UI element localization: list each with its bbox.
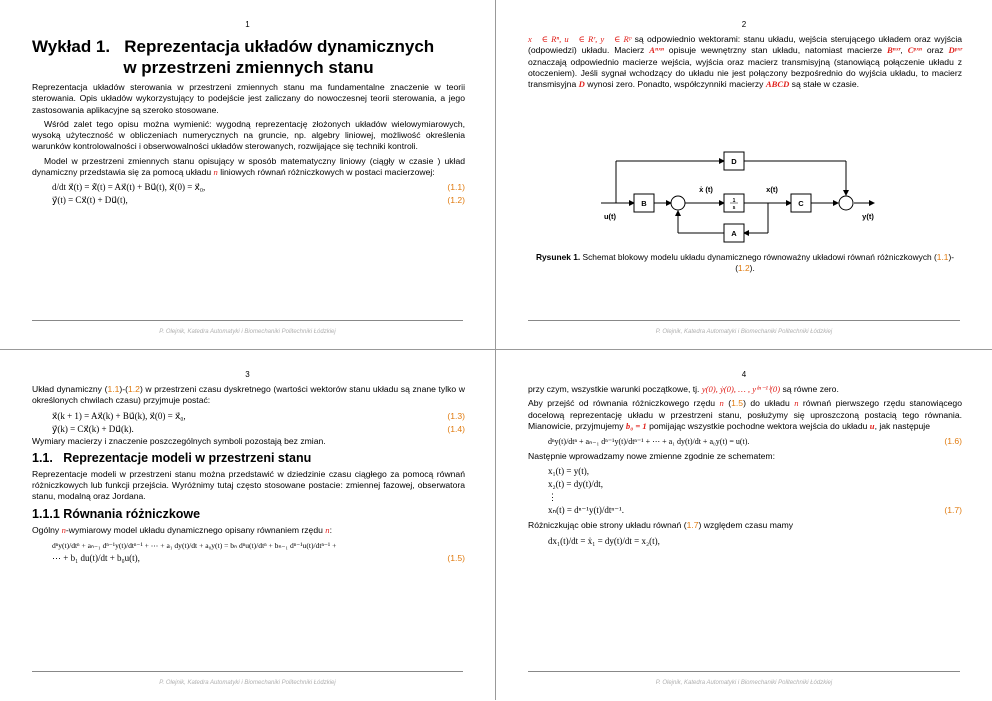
signal-x-label: x(t) — [766, 185, 778, 194]
block-c-label: C — [798, 199, 804, 208]
page-3 — [0, 350, 496, 700]
equation-1-6: dⁿy(t)/dtⁿ + aₙ₋₁ dⁿ⁻¹y(t)/dtⁿ⁻¹ + ⋯ + a₁ dy(t)/dt + a₀y(t) = u(t). (1.6) — [548, 436, 962, 447]
page-4-body — [528, 384, 962, 548]
equation-1-4: y⃗(k) = Cx⃗(k) + Du⃗(k). (1.4) — [52, 423, 465, 434]
page-number: 3 — [245, 370, 250, 379]
discrete-intro: Układ dynamiczny (1.1)-(1.2) w przestrzeni czasu dyskretnego (wartości wektorów stanu układu są znane tylko w określonych chwilach czasu) przyjmuje postać: — [32, 384, 466, 406]
general-model-paragraph: Ogólny n-wymiarowy model układu dynamicznego opisany równaniem rzędu n: — [32, 524, 332, 535]
advantages-paragraph: Wśród zalet tego opisu można wymienić: wygodną reprezentację złożonych układów wielowymiarowych, wysoką użyteczność w obliczeniach numerycznych na gruncie, np. algebry liniowej, możliwość określenia warunków kontrolowalności i obserwowalności układów sterowanych, rozwijające się techniki kontroli. — [32, 118, 465, 152]
equation-1-3: x⃗(k + 1) = Ax⃗(k) + Bu⃗(k), x⃗(0) = x⃗₀, (1.3) — [52, 410, 465, 421]
page-3-body — [32, 384, 465, 565]
variable-x1: x₁(t) = y(t), — [548, 466, 589, 477]
section-1-1-heading: 1.1. Reprezentacje modeli w przestrzeni stanu — [32, 450, 312, 465]
initial-conditions: przy czym, wszystkie warunki początkowe, tj. y(0), ẏ(0), … , y⁽ⁿ⁻¹⁾(0) są równe zero. — [528, 384, 839, 394]
section-1-1-paragraph: Reprezentacje modeli w przestrzeni stanu można przedstawić w dziedzinie czasu ciągłego za pomocą równań różniczkowych lub funkcji przejścia. Wyróżnimy tutaj często stosowane postacie: zmiennej fazowej, obserwatora stanu, modalną oraz Jordana. — [32, 468, 465, 502]
summing-junction-2 — [839, 196, 853, 210]
page-2 — [496, 0, 992, 350]
signal-xdot-label: ẋ (t) — [699, 185, 713, 194]
new-variables-intro: Następnie wprowadzamy nowe zmienne zgodnie ze schematem: — [528, 451, 775, 462]
footer-line — [32, 671, 463, 672]
differentiation-paragraph: Różniczkując obie strony układu równań (1.7) względem czasu mamy — [528, 520, 794, 531]
signal-u-label: u(t) — [603, 212, 617, 221]
summing-junction-1 — [671, 196, 685, 210]
footer: P. Olejnik, Katedra Automatyki i Biomechaniki Politechniki Łódzkiej — [159, 680, 336, 686]
equation-1-1: d/dt x⃗(t) = ẋ⃗(t) = Ax⃗(t) + Bu⃗(t), x⃗(0) = x⃗₀, (1.1) — [52, 182, 465, 193]
footer: P. Olejnik, Katedra Automatyki i Biomechaniki Politechniki Łódzkiej — [655, 329, 833, 335]
page-1-body — [32, 36, 465, 207]
footer-line — [528, 320, 960, 321]
block-integrator-den: s — [732, 205, 736, 211]
equation-1-5-line1: dⁿy(t)/dtⁿ + aₙ₋₁ dⁿ⁻¹y(t)/dtⁿ⁻¹ + ⋯ + a₁ dy(t)/dt + a₀y(t) = bₙ dⁿu(t)/dtⁿ + bₙ₋₁ dⁿ⁻¹u(t)/dtⁿ⁻¹ + — [52, 541, 337, 551]
block-d-label: D — [731, 157, 737, 166]
block-diagram — [596, 145, 896, 250]
equation-1-2: y⃗(t) = Cx⃗(t) + Du⃗(t), (1.2) — [52, 195, 465, 206]
page-number: 4 — [741, 370, 747, 379]
lecture-title-line1: Wykład 1. Reprezentacja układów dynamicznych — [32, 37, 435, 56]
page-number: 1 — [245, 20, 250, 29]
variable-x2: x₂(t) = dy(t)/dt, — [548, 479, 603, 490]
variable-xn: xₙ(t) = dⁿ⁻¹y(t)/dtⁿ⁻¹. (1.7) — [548, 505, 962, 516]
page-1 — [0, 0, 496, 350]
footer-line — [528, 671, 960, 672]
model-paragraph: Model w przestrzeni zmiennych stanu opisujący w sposób matematyczny liniowy (ciągły w czasie ) układ dynamiczny przedstawia się za pomocą układu n liniowych równań różniczkowych w postaci macierzowej: — [32, 155, 465, 178]
signal-y-label: y(t) — [862, 212, 874, 221]
footer: P. Olejnik, Katedra Automatyki i Biomechaniki Politechniki Łódzkiej — [655, 680, 833, 686]
section-1-1-1-heading: 1.1.1 Równania różniczkowe — [32, 506, 201, 521]
intro-paragraph: Reprezentacja układów sterowania w przestrzeni zmiennych stanu ma fundamentalne znaczenie w teorii sterowania. Opis układów wykorzystujący to podejście jest zaliczany do nowoczesnej teorii sterowania, a jego zastosowania aplikacyjne są szeroko stosowane. — [32, 82, 465, 115]
block-integrator-num: 1 — [732, 198, 736, 204]
figure-caption: Rysunek 1. Schemat blokowy modelu układu dynamicznego równoważny układowi równań różniczkowych (1.1)-(1.2). — [535, 252, 955, 273]
variable-vdots: ⋮ — [548, 492, 557, 503]
matrices-paragraph: x⃗ ∈ Rⁿ, u⃗ ∈ Rʳ, y⃗ ∈ Rᵖ są odpowiednio wektorami: stanu układu, wejścia sterującego układem oraz wyjścia (odpowiedzi) układu. Macierz Aⁿˣⁿ opisuje wewnętrzny stan układu, natomiast macierze Bⁿˣʳ, Cᵖˣⁿ oraz Dᵖˣʳ oznaczają odpowiednio macierze wejścia, wyjścia oraz macierz transmisyjną (stanowiącą połączenie układu z otoczeniem). Jeśli sygnał wchodzący do układu nie jest połączony bezpośrednio do wyjścia układu, to macierz transmisyjna D wynosi zero. Ponadto, współczynniki macierzy ABCD są stałe w czasie. — [528, 34, 963, 90]
transition-paragraph: Aby przejść od równania różniczkowego rzędu n (1.5) do układu n równań pierwszego rzędu stanowiącego docelową reprezentację układu w przestrzeni stanu, posłużymy się uproszczoną postacią tego równania. Mianowicie, przyjmujemy b₀ = 1 pomijając wszystkie pochodne wektora wejścia do układu u, jak następuje — [528, 398, 962, 431]
block-a-label: A — [731, 229, 737, 238]
footer-line — [32, 320, 463, 321]
block-b-label: B — [641, 199, 647, 208]
dimensions-note: Wymiary macierzy i znaczenie poszczególnych symboli pozostają bez zmian. — [32, 435, 326, 446]
equation-1-5-line2: ⋯ + b₁ du(t)/dt + b₀u(t), (1.5) — [52, 553, 465, 564]
lecture-title-line2: w przestrzeni zmiennych stanu — [123, 58, 374, 77]
page-4 — [496, 350, 992, 700]
footer: P. Olejnik, Katedra Automatyki i Biomechaniki Politechniki Łódzkiej — [159, 329, 336, 335]
page-2-body — [528, 34, 962, 93]
equation-derivative-x1: dx₁(t)/dt = ẋ₁ = dy(t)/dt = x₂(t), — [548, 535, 660, 546]
page-number: 2 — [741, 20, 747, 29]
